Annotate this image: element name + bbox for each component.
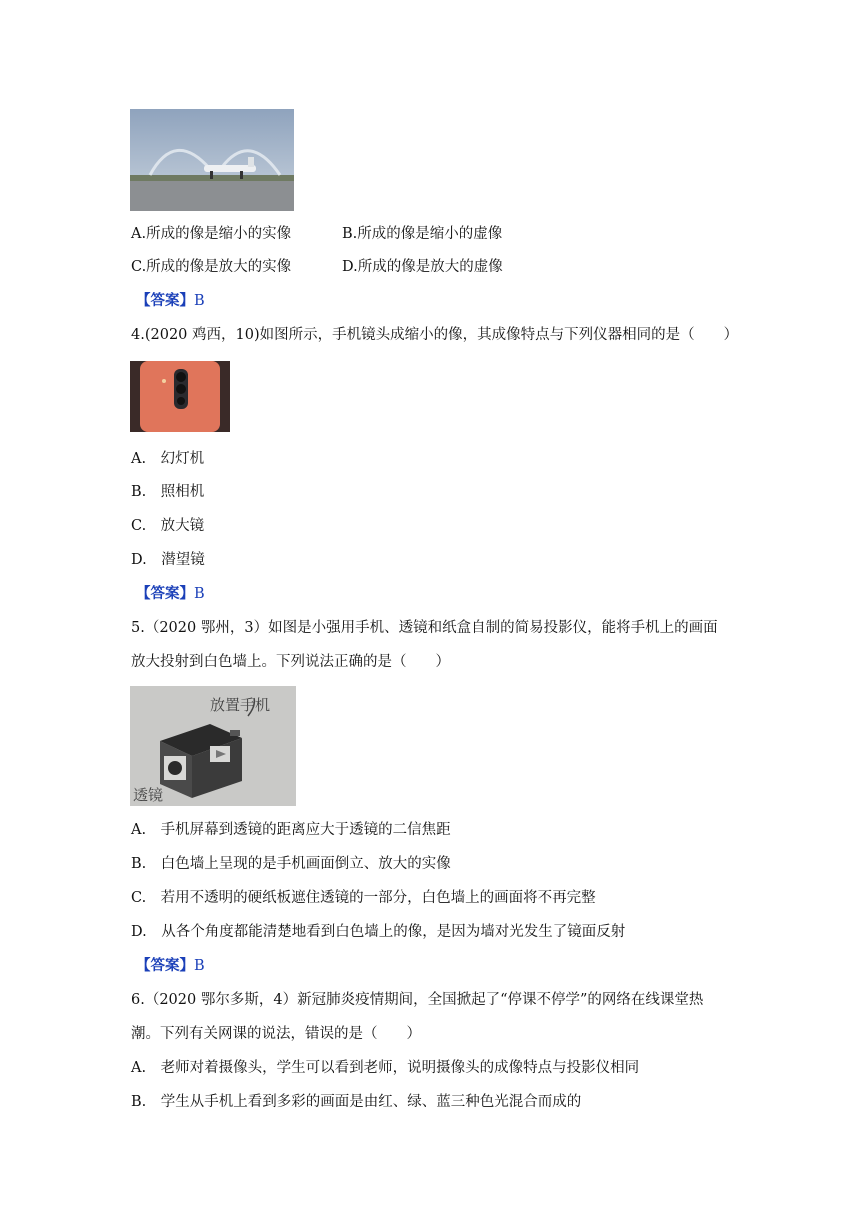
lens-label: 透镜 bbox=[133, 786, 164, 804]
q4-option-c: C. 放大镜 bbox=[131, 518, 205, 534]
q4-option-b: B. 照相机 bbox=[131, 484, 205, 500]
q5-option-a: A. 手机屏幕到透镜的距离应大于透镜的二信焦距 bbox=[131, 822, 451, 838]
q6-stem-line2: 潮。下列有关网课的说法，错误的是（ ） bbox=[131, 1026, 421, 1042]
q5-answer bbox=[136, 956, 205, 976]
q4-option-a: A. 幻灯机 bbox=[131, 451, 205, 467]
q4-answer bbox=[136, 584, 205, 604]
q5-option-b: B. 白色墙上呈现的是手机画面倒立、放大的实像 bbox=[131, 856, 451, 872]
q3-answer bbox=[136, 291, 205, 311]
q6-stem-line1: 6.（2020 鄂尔多斯，4）新冠肺炎疫情期间，全国掀起了“停课不停学”的网络在线课堂热 bbox=[131, 992, 704, 1008]
answer-value: B bbox=[194, 293, 205, 309]
q3-option-b: B.所成的像是缩小的虚像 bbox=[342, 226, 503, 242]
answer-label: 【答案】 bbox=[136, 585, 194, 602]
projector-box-photo bbox=[130, 686, 296, 806]
q4-stem: 4.(2020 鸡西，10)如图所示，手机镜头成缩小的像，其成像特点与下列仪器相同的是（ ） bbox=[131, 327, 739, 343]
q5-stem-line2: 放大投射到白色墙上。下列说法正确的是（ ） bbox=[131, 654, 450, 670]
q5-stem-line1: 5.（2020 鄂州，3）如图是小强用手机、透镜和纸盒自制的简易投影仪，能将手机上的画面 bbox=[131, 620, 718, 636]
q3-option-c: C.所成的像是放大的实像 bbox=[131, 259, 292, 275]
answer-value: B bbox=[194, 586, 205, 602]
answer-label: 【答案】 bbox=[136, 292, 194, 309]
place-phone-label: 放置手机 bbox=[210, 696, 271, 714]
phone-camera-photo bbox=[130, 361, 230, 432]
q6-option-a: A. 老师对着摄像头，学生可以看到老师，说明摄像头的成像特点与投影仪相同 bbox=[131, 1060, 640, 1076]
q3-option-d: D.所成的像是放大的虚像 bbox=[342, 259, 503, 275]
q5-option-d: D. 从各个角度都能清楚地看到白色墙上的像，是因为墙对光发生了镜面反射 bbox=[131, 924, 626, 940]
answer-label: 【答案】 bbox=[136, 957, 194, 974]
q6-option-b: B. 学生从手机上看到多彩的画面是由红、绿、蓝三种色光混合而成的 bbox=[131, 1094, 582, 1110]
airplane-photo bbox=[130, 109, 294, 211]
q4-option-d: D. 潜望镜 bbox=[131, 552, 205, 568]
answer-value: B bbox=[194, 958, 205, 974]
q5-option-c: C. 若用不透明的硬纸板遮住透镜的一部分，白色墙上的画面将不再完整 bbox=[131, 890, 596, 906]
q3-option-a: A.所成的像是缩小的实像 bbox=[131, 226, 292, 242]
